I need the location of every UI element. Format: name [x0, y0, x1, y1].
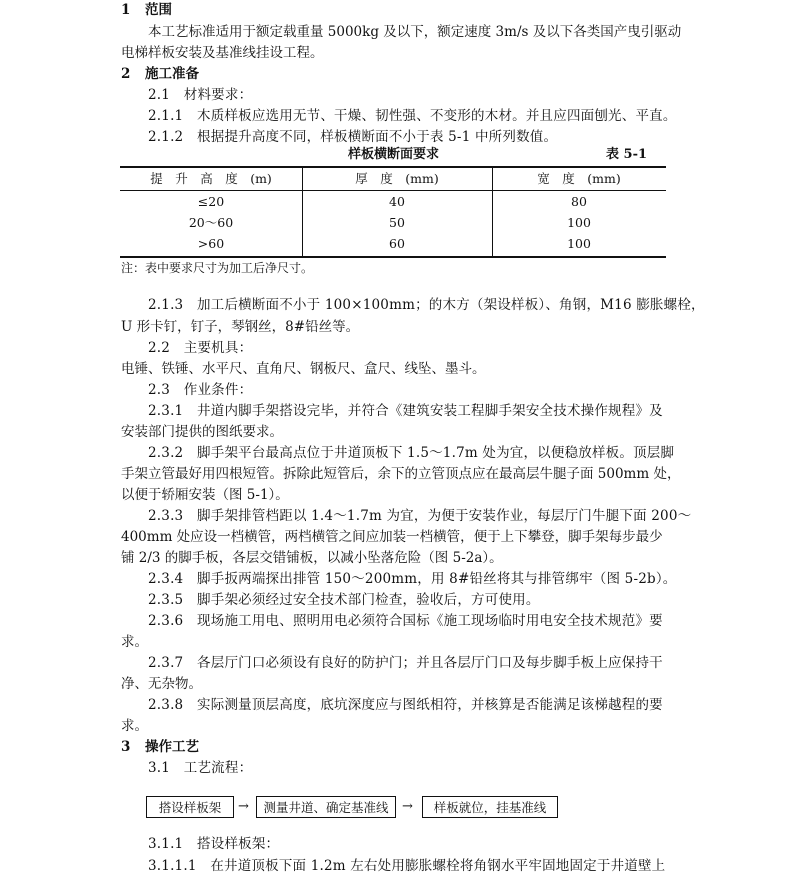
section-number: 1	[121, 2, 131, 18]
flow-step-box: 测量井道、确定基准线	[256, 796, 396, 818]
section-number: 3	[121, 739, 131, 755]
paragraph-line: 求。	[121, 718, 148, 734]
paragraph-line: 电梯样板安装及基准线挂设工程。	[121, 45, 324, 61]
section-1-heading	[121, 0, 172, 20]
subsection-heading: 2.3 作业条件：	[148, 382, 253, 398]
table-header-cell: 宽 度 (mm)	[537, 171, 621, 186]
flow-step-box: 搭设样板架	[146, 796, 234, 818]
table-cell: 100	[567, 236, 591, 251]
table-cell: 100	[567, 215, 591, 230]
paragraph-line: 2.1.3 加工后横断面不小于 100×100mm；的木方（架设样板）、角钢，M16 膨胀螺栓，	[148, 297, 705, 313]
subsection-heading: 2.2 主要机具：	[148, 340, 253, 356]
table-cell: 20～60	[188, 215, 234, 230]
paragraph-line: 2.3.1 井道内脚手架搭设完毕，并符合《建筑安装工程脚手架安全技术操作规程》及	[148, 403, 663, 419]
section-number: 2	[121, 66, 131, 82]
subsection-heading: 3.1 工艺流程：	[148, 760, 253, 776]
paragraph-line: 手架立管最好用四根短管。拆除此短管后，余下的立管顶点应在最高层牛腿子面 500mm 处，	[121, 466, 681, 482]
flow-step-box: 样板就位，挂基准线	[422, 796, 558, 818]
paragraph-line: 2.3.2 脚手架平台最高点位于井道顶板下 1.5～1.7m 处为宜，以便稳放样板。顶层脚	[148, 445, 675, 461]
paragraph-line: 安装部门提供的图纸要求。	[121, 424, 283, 440]
section-title: 范围	[145, 2, 172, 18]
table-header-rule	[120, 190, 666, 191]
table-top-rule	[120, 166, 666, 168]
paragraph-line: 2.3.3 脚手架排管档距以 1.4～1.7m 为宜，为便于安装作业，每层厅门牛腿下面 200～	[148, 508, 692, 524]
paragraph-line: 2.3.6 现场施工用电、照明用电必须符合国标《施工现场临时用电安全技术规范》要	[148, 613, 663, 629]
paragraph-line: 铺 2/3 的脚手板，各层交错铺板，以减小坠落危险（图 5-2a）。	[121, 550, 503, 566]
table-cell: 60	[389, 236, 405, 251]
paragraph-line: 求。	[121, 634, 148, 650]
paragraph-line: 2.1.1 木质样板应选用无节、干燥、韧性强、不变形的木材。并且应四面刨光、平直。	[148, 108, 677, 124]
paragraph-line: 2.3.5 脚手架必须经过安全技术部门检查，验收后，方可使用。	[148, 592, 540, 608]
table-header-cell: 厚 度 (mm)	[355, 171, 439, 186]
paragraph-line: 净、无杂物。	[121, 676, 202, 692]
paragraph-line: U 形卡钉，钉子，琴钢丝，8#铅丝等。	[121, 319, 360, 335]
section-title: 施工准备	[145, 66, 199, 82]
table-number: 表 5-1	[606, 147, 648, 162]
table-cell: ≤20	[197, 194, 225, 209]
paragraph-line: 以便于轿厢安装（图 5-1）。	[121, 487, 289, 503]
table-note: 注：表中要求尺寸为加工后净尺寸。	[121, 261, 314, 275]
table-header-cell: 提 升 高 度 (m)	[150, 171, 272, 186]
flow-arrow-icon: →	[402, 799, 413, 814]
table-cell: 40	[389, 194, 405, 209]
paragraph-line: 电锤、铁锤、水平尺、直角尺、钢板尺、盒尺、线坠、墨斗。	[121, 361, 486, 377]
table-cell: 80	[571, 194, 587, 209]
section-title: 操作工艺	[145, 739, 199, 755]
paragraph-line: 2.1.2 根据提升高度不同，样板横断面不小于表 5-1 中所列数值。	[148, 129, 558, 145]
table-cell: >60	[197, 236, 225, 251]
paragraph-line: 2.3.7 各层厅门口必须设有良好的防护门；并且各层厅门口及每步脚手板上应保持干	[148, 655, 663, 671]
table-cell: 50	[389, 215, 405, 230]
flow-arrow-icon: →	[238, 799, 249, 814]
paragraph-line: 2.3.8 实际测量顶层高度，底坑深度应与图纸相符，并核算是否能满足该梯越程的要	[148, 697, 663, 713]
subsection-heading: 2.1 材料要求：	[148, 87, 253, 103]
paragraph-line: 400mm 处应设一档横管，两档横管之间应加装一档横管，便于上下攀登，脚手架每步最少	[121, 529, 663, 545]
paragraph-line: 3.1.1.1 在井道顶板下面 1.2m 左右处用膨胀螺栓将角钢水平牢固地固定于井道壁上	[148, 858, 666, 874]
paragraph-line: 本工艺标准适用于额定载重量 5000kg 及以下，额定速度 3m/s 及以下各类国产曳引驱动	[148, 24, 682, 40]
table-title: 样板横断面要求	[348, 147, 440, 162]
paragraph-line: 2.3.4 脚手扳两端探出排管 150～200mm，用 8#铅丝将其与排管绑牢（图 5-2b）。	[148, 571, 677, 587]
subsection-heading: 3.1.1 搭设样板架：	[148, 836, 280, 852]
section-2-heading	[121, 64, 199, 84]
section-3-heading	[121, 737, 199, 757]
